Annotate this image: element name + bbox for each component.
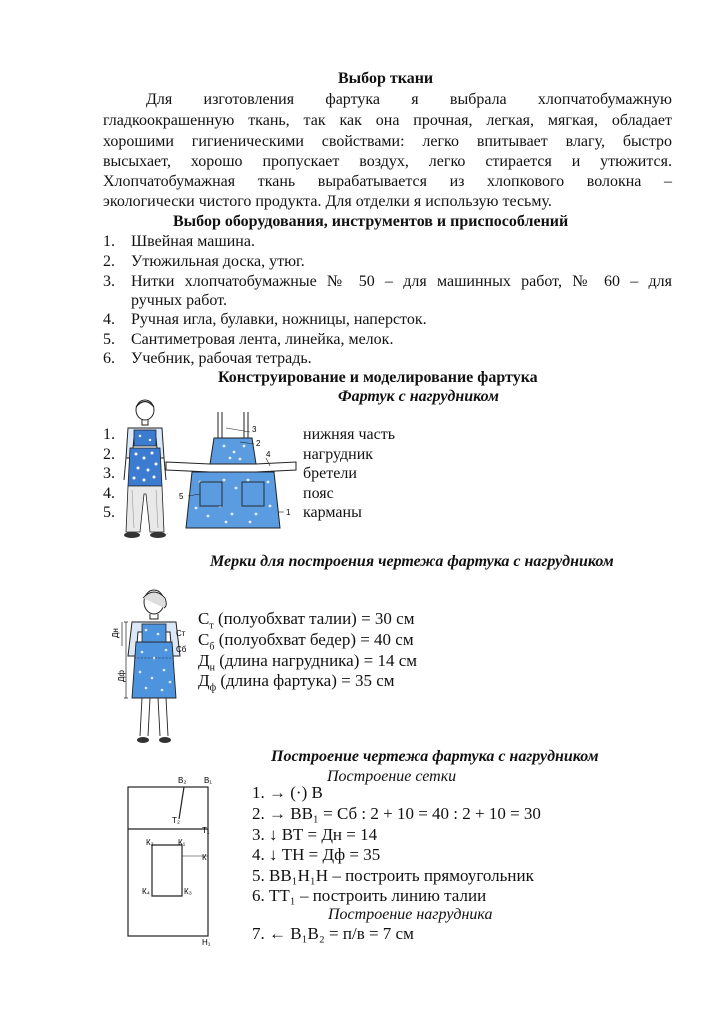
- part-label: нижняя часть: [303, 426, 395, 443]
- measures-title: Мерки для построения чертежа фартука с нагрудником: [210, 553, 614, 570]
- draft-step: 3. ↓ ВТ = Дн = 14: [252, 825, 378, 844]
- measure-line: $С_б$ (полуобхват бедер) = 40 см: [198, 630, 414, 653]
- equipment-item: Утюжильная доска, утюг.: [131, 253, 305, 270]
- apron-callout-2: 2: [256, 439, 261, 448]
- figure-label-df: Дф: [117, 670, 126, 682]
- measure-line: $С_т$ (полуобхват талии) = 30 см: [198, 609, 415, 632]
- equipment-num: 4.: [103, 311, 115, 328]
- apron-callout-3: 3: [252, 425, 257, 434]
- draft-step: 6. ТТ₁ – построить линию талии: [252, 886, 487, 905]
- equipment-item: Сантиметровая лента, линейка, мелок.: [131, 331, 394, 348]
- fabric-line-6: экологически чистого продукта. Для отделки я использую тесьму.: [103, 193, 552, 210]
- part-num: 3.: [103, 465, 115, 482]
- diagram-label-t1: Т₁: [202, 826, 210, 835]
- part-num: 2.: [103, 446, 115, 463]
- equipment-item-cont: ручных работ.: [131, 292, 227, 309]
- equipment-item: Швейная машина.: [131, 233, 255, 250]
- measured-figure-illustration: [111, 586, 192, 752]
- equipment-title: Выбор оборудования, инструментов и приспособлений: [173, 213, 569, 230]
- fabric-title: Выбор ткани: [338, 70, 434, 87]
- diagram-label-b2: В₂: [178, 776, 187, 785]
- equipment-num: 6.: [103, 350, 115, 367]
- fabric-line-3: хорошими гигиеническими свойствами: легко впитывает влагу, быстро: [103, 133, 672, 150]
- draft-step: 4. ↓ ТН = Дф = 35: [252, 845, 381, 864]
- draft-step: 7. ← В₁В₂ = п/в = 7 см: [252, 924, 414, 943]
- figure-label-sb: Сб: [176, 645, 187, 654]
- diagram-label-t2: Т₂: [172, 816, 180, 825]
- part-label: пояс: [303, 485, 334, 502]
- measure-line: $Д_н$ (длина нагрудника) = 14 см: [198, 651, 418, 674]
- fabric-line-2: гладкоокрашенную ткань, так как она прочная, легкая, мягкая, обладает: [103, 112, 672, 129]
- grid-title: Построение сетки: [327, 768, 457, 785]
- fabric-line-5: Хлопчатобумажная ткань вырабатывается из хлопкового волокна –: [103, 173, 672, 190]
- diagram-label-h1: Н₁: [202, 938, 211, 947]
- design-title: Конструирование и моделирование фартука: [218, 369, 538, 386]
- part-label: карманы: [303, 504, 362, 521]
- equipment-item: Нитки хлопчатобумажные № 50 – для машинных работ, № 60 – для: [131, 273, 672, 290]
- fabric-line-1: Для изготовления фартука я выбрала хлопчатобумажную: [146, 91, 672, 108]
- fabric-line-4: высыхает, хорошо пропускает воздух, легко стирается и утюжится.: [103, 153, 672, 170]
- diagram-label-k3: К₃: [184, 887, 192, 896]
- diagram-label-k4: К₄: [142, 887, 150, 896]
- diagram-label-b1: В₁: [204, 776, 213, 785]
- figure-label-dn: Дн: [111, 628, 120, 638]
- draft-step: 1. → (·) В: [252, 783, 323, 802]
- equipment-item: Ручная игла, булавки, ножницы, наперсток.: [131, 311, 427, 328]
- part-label: нагрудник: [303, 446, 374, 463]
- measure-line: $Д_ф$ (длина фартука) = 35 см: [198, 671, 395, 694]
- equipment-num: 2.: [103, 253, 115, 270]
- apron-callout-4: 4: [266, 450, 271, 459]
- equipment-num: 5.: [103, 331, 115, 348]
- drafting-diagram: [124, 772, 224, 948]
- part-num: 5.: [103, 504, 115, 521]
- draft-step: 2. → ВВ₁ = Сб : 2 + 10 = 40 : 2 + 10 = 30: [252, 804, 541, 823]
- part-label: бретели: [303, 465, 357, 482]
- equipment-item: Учебник, рабочая тетрадь.: [131, 350, 312, 367]
- equipment-num: 3.: [103, 273, 115, 290]
- bib-title: Построение нагрудника: [328, 906, 493, 923]
- drafting-title: Построение чертежа фартука с нагрудником: [271, 748, 599, 765]
- diagram-label-k1: К₁: [178, 838, 186, 847]
- diagram-label-k2: К₂: [146, 838, 154, 847]
- apron-illustration: [160, 408, 300, 538]
- apron-callout-5: 5: [179, 492, 184, 501]
- diagram-label-k: К: [202, 853, 207, 862]
- figure-label-st: Ст: [176, 629, 186, 638]
- design-subtitle: Фартук с нагрудником: [338, 388, 499, 405]
- equipment-num: 1.: [103, 233, 115, 250]
- part-num: 1.: [103, 426, 115, 443]
- draft-step: 5. ВВ₁Н₁Н – построить прямоугольник: [252, 866, 534, 885]
- apron-callout-1: 1: [286, 508, 291, 517]
- part-num: 4.: [103, 485, 115, 502]
